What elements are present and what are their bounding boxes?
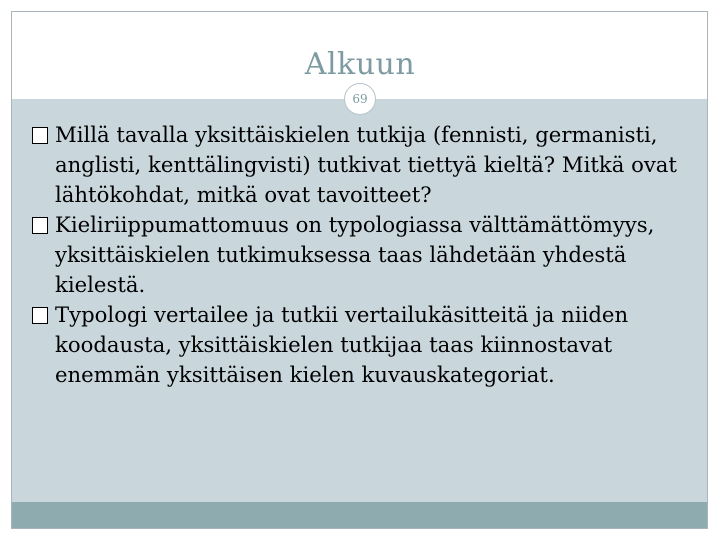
bullet-text: Millä tavalla yksittäiskielen tutkija (fennisti, germanisti, anglisti, kenttälingvisti) tutkivat tiettyä kieltä? Mitkä ovat lähtökohdat, mitkä ovat tavoitteet? (55, 122, 677, 207)
hollow-square-bullet-icon (32, 127, 48, 144)
bullet-text: Kieliriippumattomuus on typologiassa välttämättömyys, yksittäiskielen tutkimuksessa taas lähdetään yhdestä kielestä. (55, 212, 655, 297)
bullet-item (30, 210, 698, 300)
slide-title: Alkuun (304, 47, 416, 82)
hollow-square-bullet-icon (32, 307, 48, 324)
bullet-list (30, 120, 698, 390)
bullet-item (30, 120, 698, 210)
bullet-text: Typologi vertailee ja tutkii vertailukäsitteitä ja niiden koodausta, yksittäiskielen tutkijaa taas kiinnostavat enemmän yksittäisen kielen kuvauskategoriat. (55, 302, 629, 387)
bullet-item (30, 300, 698, 390)
hollow-square-bullet-icon (32, 217, 48, 234)
page-number-badge: 69 (344, 83, 376, 115)
